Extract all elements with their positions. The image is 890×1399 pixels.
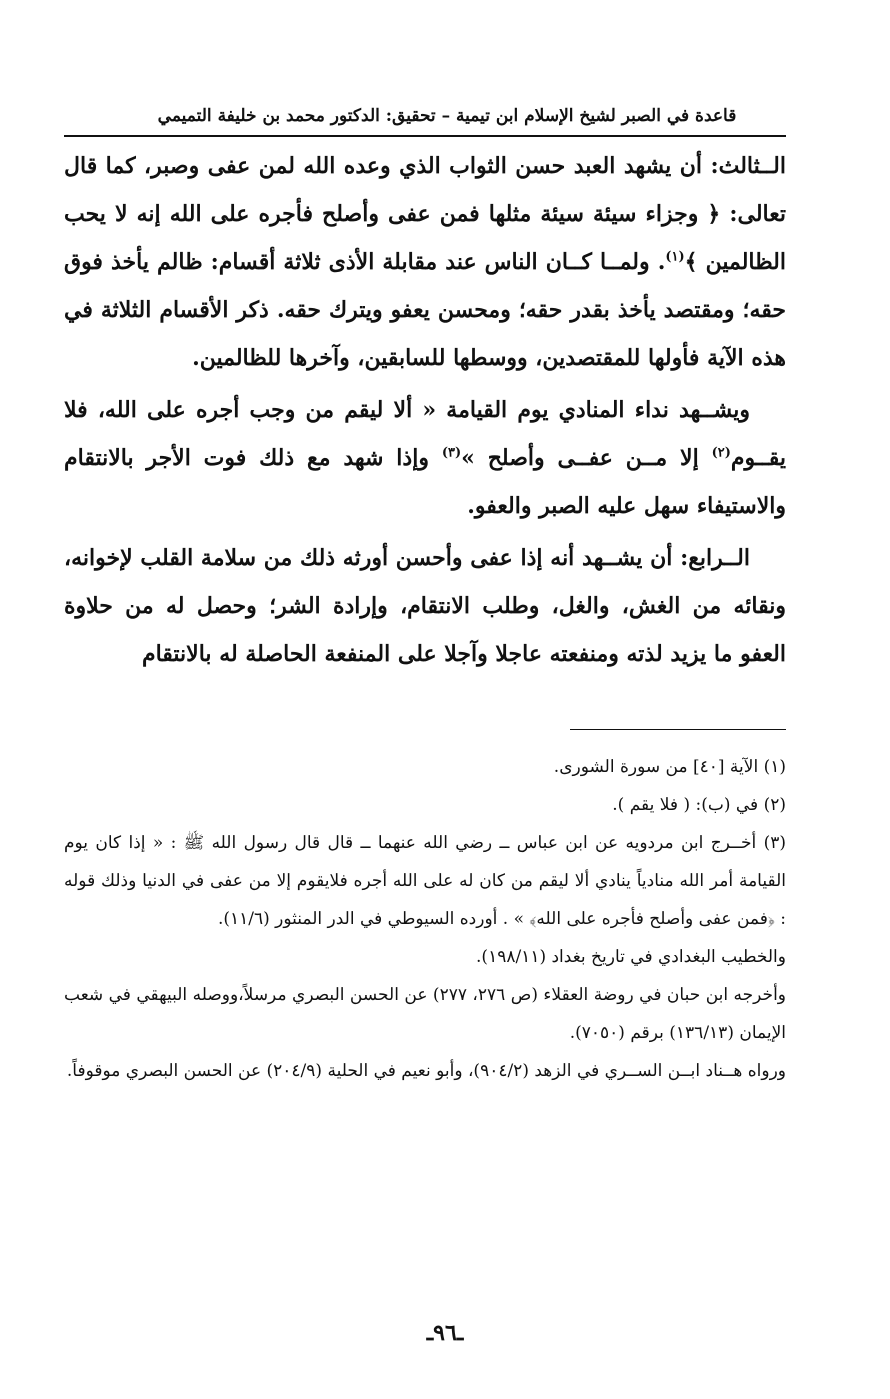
paragraph-lead: الــثالث: [710,153,786,179]
header-rule [64,135,786,137]
footnote-rule [570,729,786,730]
running-header: قاعدة في الصبر لشيخ الإسلام ابن تيمية – تحقيق: الدكتور محمد بن خليفة التميمي [157,106,737,126]
footnote-2: (٢) في (ب): ( فلا يقم ). [612,795,786,815]
footnote-ref[interactable]: (٣) [441,445,462,461]
paragraph-text: أن يشهد العبد حسن الثواب الذي وعده الله لمن عفى وصبر، كما قال تعالى: ﴿ وجزاء سيئة سيئة مثلها فمن عفى وأصلح فأجره على الله إنه لا يحب الظالمين ﴾ [64,153,786,275]
footnote-3-cont-baghdadi: والخطيب البغدادي في تاريخ بغداد (١٩٨/١١). [476,947,786,967]
footnote-3: (٣) أخــرج ابن مردويه عن ابن عباس ــ رضي الله عنهما ــ قال قال رسول الله ﷺ : « إذا كان يوم القيامة أمر الله منادياً ينادي ألا ليقم من كان له على الله أجره فلايقوم إلا من عفى في الدنيا وذلك قوله : ﴿فمن عفى وأصلح فأجره على الله﴾ » . أورده السيوطي في الدر المنثور (١١/٦). [64,833,786,929]
footnote-ref[interactable]: (٢) [711,445,731,461]
paragraph-herald [64,386,786,530]
paragraph-fourth [64,534,786,678]
paragraph-text: . ولمــا كــان الناس عند مقابلة الأذى ثلاثة أقسام: ظالم يأخذ فوق حقه؛ ومقتصد يأخذ بقدر حقه؛ ومحسن يعفو ويترك حقه. ذكر الأقسام الثلاثة في هذه الآية فأولها للمقتصدين، ووسطها للسابقين، وآخرها للظالمين. [64,249,786,371]
paragraph-third [64,142,786,382]
main-text [64,142,786,678]
paragraph-text: أن يشــهد أنه إذا عفى وأحسن أورثه ذلك من سلامة القلب لإخوانه، ونقائه من الغش، والغل، وطلب الانتقام، وإرادة الشر؛ وحصل له من حلاوة العفو ما يزيد لذته ومنفعته عاجلا وآجلا على المنفعة الحاصلة له بالانتقام [64,545,786,667]
footnote-1: (١) الآية [٤٠] من سورة الشورى. [553,757,786,777]
paragraph-text: ويشــهد نداء المنادي يوم القيامة « ألا ليقم من وجب أجره على الله، فلا يقــوم [64,397,786,471]
paragraph-text: وإذا شهد مع ذلك فوت الأجر بالانتقام والاستيفاء سهل عليه الصبر والعفو. [64,445,786,519]
paragraph-lead: الــرابع: [680,545,750,571]
page-number: ـ٩٦ـ [426,1320,464,1346]
footnotes [64,748,786,1090]
footnote-ref[interactable]: (١) [665,249,685,265]
paragraph-text: إلا مــن عفــى وأصلح » [461,445,699,471]
footnote-3-cont-ibn-hibban: وأخرجه ابن حبان في روضة العقلاء (ص ٢٧٦، ٢٧٧) عن الحسن البصري مرسلاً،ووصله البيهقي في شعب الإيمان (١٣٦/١٣) برقم (٧٠٥٠). [64,985,786,1043]
footnote-3-cont-hannad: ورواه هــناد ابــن الســري في الزهد (٩٠٤/٢)، وأبو نعيم في الحلية (٢٠٤/٩) عن الحسن البصري موقوفاً. [66,1061,786,1081]
